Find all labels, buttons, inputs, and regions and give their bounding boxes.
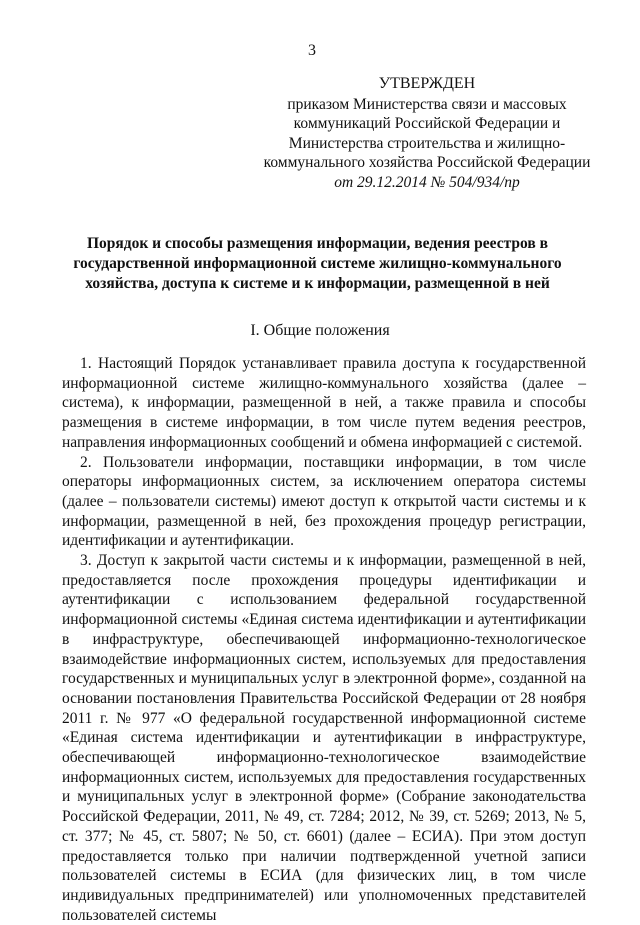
section-heading: I. Общие положения: [250, 322, 390, 339]
paragraph: 2. Пользователи информации, поставщики информации, в том числе операторы информационных систем, за исключением оператора системы (далее – пользователи системы) имеют доступ к открытой части системы и к информации, размещенной в ней, без прохождения процедур регистрации, идентификации и аутентификации.: [62, 453, 586, 550]
approval-heading: УТВЕРЖДЕН: [378, 75, 476, 92]
paragraph: 1. Настоящий Порядок устанавливает правила доступа к государственной информационной системе жилищно-коммунального хозяйства (далее – система), к информации, размещенной в ней, а также правила и способы размещения в системе информации, в том числе путем ведения реестров, направления информационных сообщений и обмена информацией с системой.: [62, 355, 586, 451]
order-date-number: от 29.12.2014 № 504/934/пр: [334, 173, 520, 191]
body-text: [62, 354, 586, 925]
paragraph: 3. Доступ к закрытой части системы и к информации, размещенной в ней, предоставляется после прохождения процедуры идентификации и аутентификации с использованием федеральной государственной информационной системы «Единая система идентификации и аутентификации в инфраструктуре, обеспечивающей информационно-технологическое взаимодействие информационных систем, используемых для предоставления государственных и муниципальных услуг в электронной форме», созданной на основании постановления Правительства Российской Федерации от 28 ноября 2011 г. № 977 «О федеральной государственной информационной системе «Единая система идентификации и аутентификации в инфраструктуре, обеспечивающей информационно-технологическое взаимодействие информационных систем, используемых для предоставления государственных и муниципальных услуг в электронной форме» (Собрание законодательства Российской Федерации, 2011, № 49, ст. 7284; 2012, № 39, ст. 5269; 2013, № 5, ст. 377; № 45, ст. 5807; № 50, ст. 6601) (далее – ЕСИА). При этом доступ предоставляется только при наличии подтвержденной учетной записи пользователей системы в ЕСИА (для физических лиц, в том числе индивидуальных предпринимателей) или уполномоченных представителей пользователей системы: [62, 552, 586, 924]
page-number: 3: [308, 42, 316, 59]
approval-line: коммунального хозяйства Российской Федерации: [263, 154, 591, 171]
approval-line: приказом Министерства связи и массовых: [287, 95, 567, 113]
approval-line: Министерства строительства и жилищно-: [288, 134, 566, 152]
approval-stamp: [262, 74, 592, 192]
approval-line: коммуникаций Российской Федерации и: [293, 115, 561, 132]
document-title: Порядок и способы размещения информации, ведения реестров в государственной информационной системе жилищно-коммунального хозяйства, доступа к системе и к информации, размещенной в ней: [73, 235, 562, 292]
